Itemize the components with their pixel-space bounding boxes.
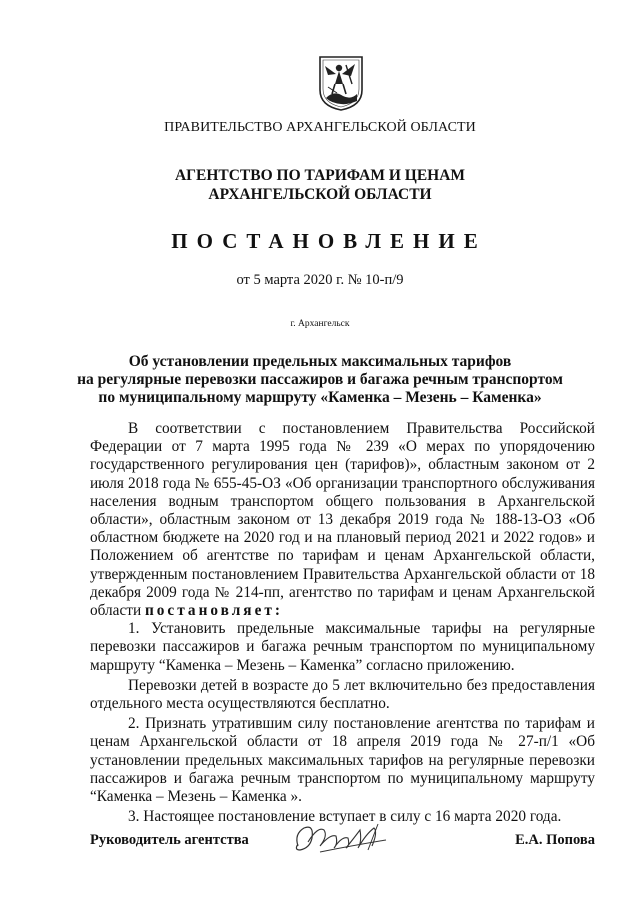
document-subject (0, 353, 640, 407)
document-body (90, 420, 595, 826)
document-date-number: от 5 марта 2020 г. № 10-п/9 (236, 272, 404, 288)
preamble-text: В соответствии с постановлением Правительства Российской Федерации от 7 марта 1995 года № 239 «О мерах по упорядочению государственного регулирования цен (тарифов)», областным законом от 2 июля 2018 года № 655-45-ОЗ «Об организации транспортного обслуживания населения водным транспортом общего пользования в Архангельской области», областным законом от 13 декабря 2019 года № 188-13-ОЗ «Об областном бюджете на 2020 год и на плановый период 2021 и 2022 годов» и Положением об агентстве по тарифам и ценам Архангельской области, утвержденным постановлением Правительства Архангельской области от 18 декабря 2009 года № 214-пп, агентство по тарифам и ценам Архангельской области (90, 420, 595, 620)
agency-name (0, 166, 640, 204)
document-type-title: ПОСТАНОВЛЕНИЕ (171, 229, 487, 253)
item-1-note-paragraph: Перевозки детей в возрасте до 5 лет включительно без предоставления отдельного места осуществляются бесплатно. (90, 676, 595, 713)
agency-name-line2: АРХАНГЕЛЬСКОЙ ОБЛАСТИ (208, 186, 432, 203)
subject-line3: по муниципальному маршруту «Каменка – Мезень – Каменка» (98, 389, 542, 406)
handwritten-signature (290, 816, 400, 860)
city-name: г. Архангельск (290, 319, 350, 329)
agency-name-line1: АГЕНТСТВО ПО ТАРИФАМ И ЦЕНАМ (174, 167, 466, 184)
subject-line2: на регулярные перевозки пассажиров и багажа речным транспортом (77, 371, 563, 388)
signatory-position: Руководитель агентства (90, 832, 249, 848)
subject-line1: Об установлении предельных максимальных тарифов (128, 353, 512, 370)
government-name: ПРАВИТЕЛЬСТВО АРХАНГЕЛЬСКОЙ ОБЛАСТИ (164, 120, 476, 135)
preamble-paragraph (90, 420, 595, 620)
item-1-paragraph: 1. Установить предельные максимальные тарифы на регулярные перевозки пассажиров и багажа речным транспортом по муниципальному маршруту “Каменка – Мезень – Каменка” согласно приложению. (90, 620, 595, 674)
coat-of-arms-emblem (317, 54, 365, 112)
signatory-name: Е.А. Попова (515, 832, 595, 848)
item-3-paragraph: 3. Настоящее постановление вступает в силу с 16 марта 2020 года. (128, 808, 562, 826)
decree-word: постановляет: (144, 602, 283, 620)
item-2-paragraph: 2. Признать утратившим силу постановление агентства по тарифам и ценам Архангельской области от 18 апреля 2019 года № 27-п/1 «Об установлении предельных максимальных тарифов на регулярные перевозки пассажиров и багажа речным транспортом по муниципальному маршруту “Каменка – Мезень – Каменка ». (90, 715, 595, 806)
